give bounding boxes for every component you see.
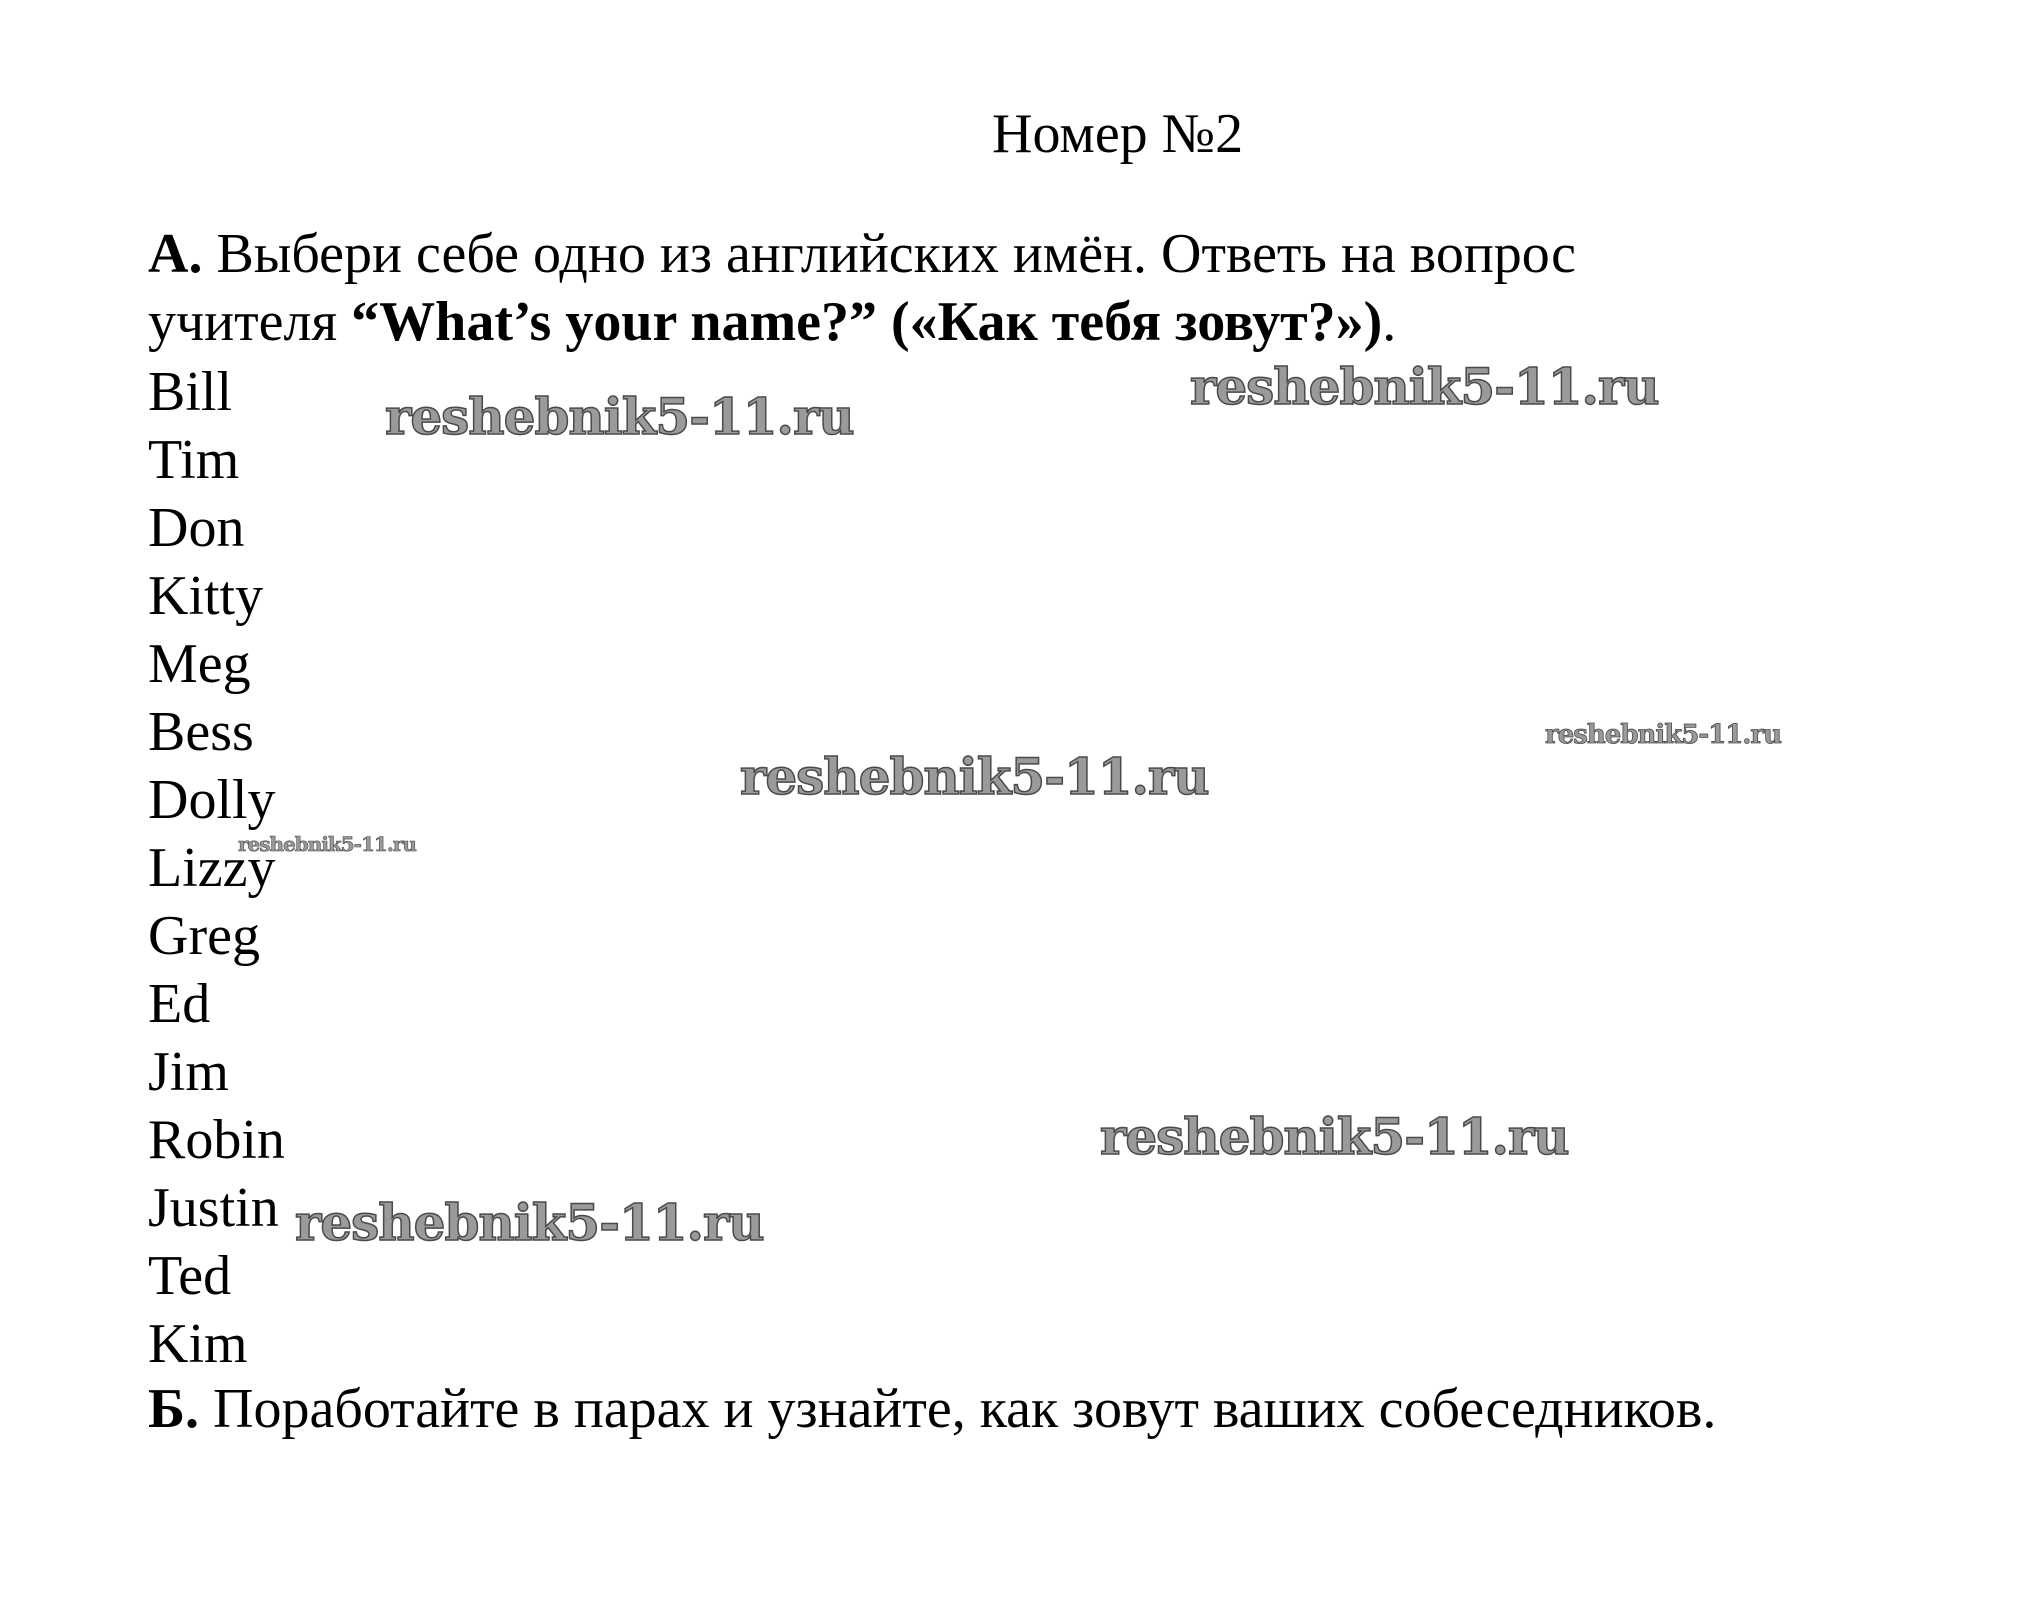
list-item: Ted <box>148 1245 232 1307</box>
task-a-suffix: . <box>1382 291 1397 353</box>
task-a-marker: А. <box>148 223 203 285</box>
list-item: Kim <box>148 1313 248 1375</box>
list-item: Dolly <box>148 769 276 831</box>
task-a-instruction: Выбери себе одно из английских имён. Ответь на вопрос <box>202 223 1577 285</box>
list-item: Don <box>148 497 245 559</box>
list-item: Lizzy <box>148 837 276 899</box>
watermark: reshebnik5-11.ru <box>1190 357 1659 416</box>
list-item: Justin <box>148 1177 279 1239</box>
task-a-question: “What’s your name?” («Как тебя зовут?») <box>351 291 1383 353</box>
list-item: Kitty <box>148 565 264 627</box>
list-item: Greg <box>148 905 260 967</box>
watermark: reshebnik5-11.ru <box>1100 1107 1569 1166</box>
watermark: reshebnik5-11.ru <box>238 832 416 856</box>
watermark: reshebnik5-11.ru <box>295 1193 764 1252</box>
list-item: Ed <box>148 973 211 1035</box>
task-a-line-2 <box>148 288 1748 356</box>
task-b <box>148 1375 1716 1443</box>
list-item: Robin <box>148 1109 285 1171</box>
watermark: reshebnik5-11.ru <box>740 747 1209 806</box>
list-item: Meg <box>148 633 251 695</box>
page-title: Номер №2 <box>992 103 1244 165</box>
watermark: reshebnik5-11.ru <box>385 387 854 446</box>
task-b-marker: Б. <box>148 1378 200 1440</box>
list-item: Tim <box>148 429 240 491</box>
watermark: reshebnik5-11.ru <box>1545 720 1782 750</box>
list-item: Bess <box>148 701 254 763</box>
task-b-instruction: Поработайте в парах и узнайте, как зовут ваших собеседников. <box>199 1378 1717 1440</box>
list-item: Bill <box>148 361 233 423</box>
task-a-line-1 <box>148 220 1748 288</box>
task-a <box>148 220 1748 356</box>
names-list <box>148 358 285 1378</box>
list-item: Jim <box>148 1041 229 1103</box>
task-a-prefix: учителя <box>148 291 352 353</box>
